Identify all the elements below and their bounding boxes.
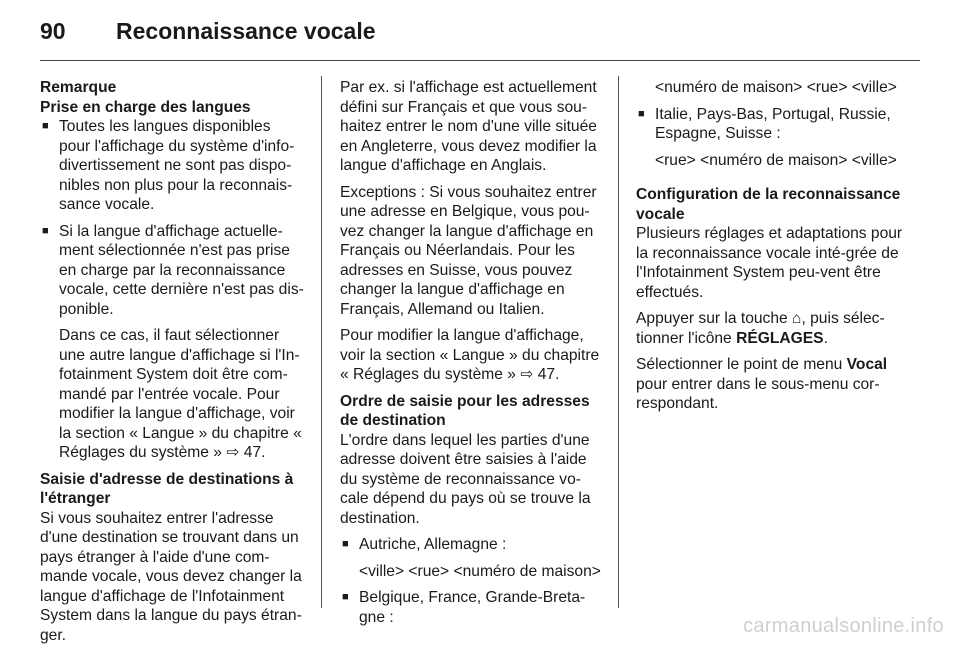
page-header <box>40 18 376 48</box>
paragraph-text: pour entrer dans le sous-menu cor-respondant. <box>636 375 880 412</box>
header-rule <box>40 60 920 61</box>
home-icon: ⌂ <box>792 310 802 327</box>
config-heading: Configuration de la reconnaissance vocale <box>636 186 901 223</box>
exceptions-paragraph: Exceptions : Si vous souhaitez entrer une adresse en Belgique, vous pou-vez changer la langue d'affichage en Français ou Néerlandais. Pour les adresses en Suisse, vous pouvez changer la langue d'affichage en Français, Allemand ou Italien. <box>340 183 597 318</box>
foreign-address-heading: Saisie d'adresse de destinations à l'étranger <box>40 470 294 507</box>
column-divider-1 <box>321 76 322 608</box>
address-format: <rue> <numéro de maison> <ville> <box>655 151 897 169</box>
list-item <box>636 105 904 144</box>
page-reference-link[interactable]: 47. <box>537 366 560 383</box>
watermark: carmanualsonline.info <box>743 615 944 637</box>
page-reference-arrow-icon: ⇨ <box>520 366 534 383</box>
list-item-text: Autriche, Allemagne : <box>359 536 507 553</box>
list-item <box>40 117 305 215</box>
page-reference-arrow-icon: ⇨ <box>226 444 240 461</box>
entry-order-heading: Ordre de saisie pour les adresses de destination <box>340 392 590 429</box>
column-3 <box>636 78 904 421</box>
page-number: 90 <box>40 18 66 44</box>
foreign-address-paragraph: Si vous souhaitez entrer l'adresse d'une destination se trouvant dans un pays étranger à l'aide d'une com-mande vocale, vous devez changer la langue d'affichage de l'Infotainment System dans la langue du pays étran-ger. <box>40 509 302 644</box>
list-item-text: Italie, Pays-Bas, Portugal, Russie, Espagne, Suisse : <box>655 105 891 142</box>
page-reference-link[interactable]: 47. <box>243 444 266 461</box>
paragraph-text: , puis sélec-tionner l'icône <box>636 310 885 347</box>
entry-order-paragraph: L'ordre dans lequel les parties d'une adresse doivent être saisies à l'aide du système de reconnaissance vo-cale dépend du pays où se trouve la destination. <box>340 431 591 527</box>
page-title: Reconnaissance vocale <box>116 18 376 44</box>
paragraph-text: Appuyer sur la touche <box>636 310 788 327</box>
paragraph-text: . <box>823 329 828 347</box>
paragraph-text: Pour modifier la langue d'affichage, voir la section « Langue » du chapitre « Réglages du système » <box>340 327 600 383</box>
list-item <box>40 222 305 320</box>
paragraph-text: Sélectionner le point de menu <box>636 356 843 373</box>
settings-term: RÉGLAGES <box>736 329 824 347</box>
press-instruction <box>636 309 904 348</box>
modify-language-paragraph <box>340 326 606 385</box>
column-1 <box>40 78 305 652</box>
list-item-text: Si la langue d'affichage actuelle-ment sélectionnée n'est pas prise en charge par la reconnaissance vocale, cette dernière n'est pas dis-ponible. <box>59 222 304 318</box>
list-item-text: Belgique, France, Grande-Breta-gne : <box>359 589 586 626</box>
column-2 <box>340 78 606 634</box>
list-item <box>340 588 606 627</box>
column-divider-2 <box>618 76 619 608</box>
address-format: <numéro de maison> <rue> <ville> <box>655 79 897 96</box>
spacer <box>636 177 904 185</box>
list-item-text: Toutes les langues disponibles pour l'affichage du système d'info-divertissement ne sont pas dispo-nibles non plus pour la reconnais-sance vocale. <box>59 118 295 213</box>
language-support-heading: Prise en charge des langues <box>40 98 251 116</box>
select-instruction <box>636 355 904 414</box>
paragraph-text: Dans ce cas, il faut sélectionner une autre langue d'affichage si l'In-fotainment System doit être com-mandé par l'entrée vocale. Pour modifier la langue d'affichage, voir la section « Langue » du chapitre « Réglages du système » <box>59 327 302 461</box>
example-paragraph: Par ex. si l'affichage est actuellement défini sur Français et que vous sou-haitez entrer le nom d'une ville située en Angleterre, vous devez modifier la langue d'affichage en Anglais. <box>340 79 597 174</box>
address-format: <ville> <rue> <numéro de maison> <box>359 562 601 580</box>
remark-label: Remarque <box>40 79 117 96</box>
language-change-paragraph <box>40 326 305 463</box>
vocal-term: Vocal <box>846 356 888 373</box>
list-item <box>340 535 606 555</box>
config-paragraph: Plusieurs réglages et adaptations pour la reconnaissance vocale inté-grée de l'Infotainment System peu-vent être effectués. <box>636 225 903 301</box>
